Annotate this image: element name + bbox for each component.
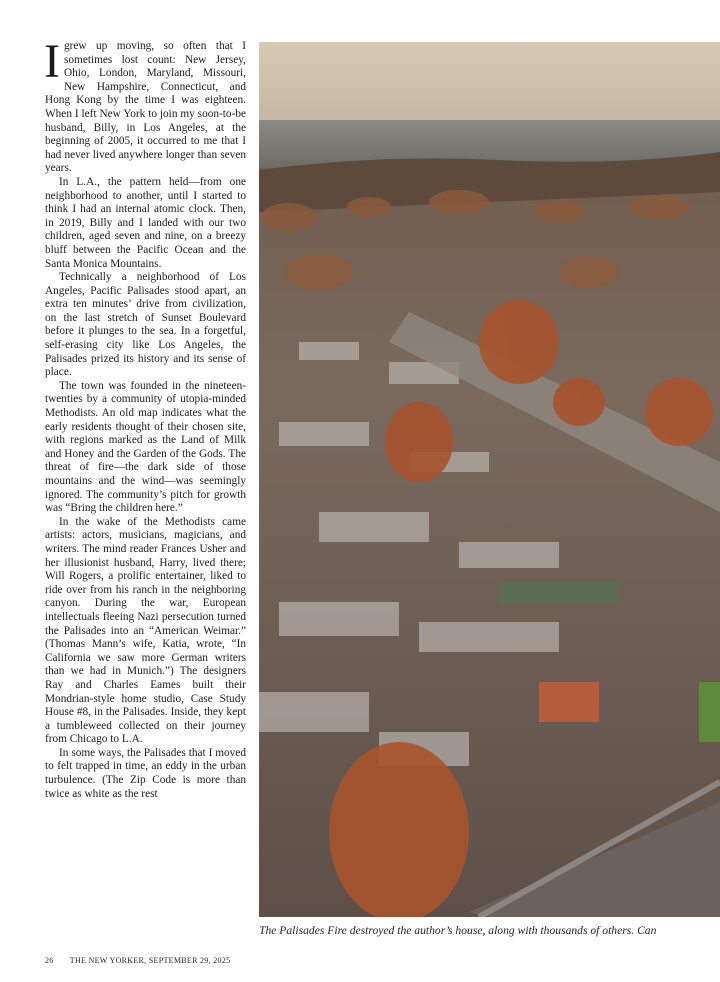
article-body (44, 35, 246, 801)
paragraph-text: grew up moving, so often that I sometimes lost count: New Jersey, Ohio, London, Maryland, Missouri, New Hampshire, Connecticut, and Hong Kong by the time I was eighteen. When I left New York to join my soon-to-be husband, Billy, in Los Angeles, at the beginning of 2005, it occurred to me that I had never lived anywhere longer than seven years. (45, 40, 246, 175)
aerial-photo-burned-neighborhood (259, 42, 720, 917)
publication-line: THE NEW YORKER, SEPTEMBER 29, 2025 (69, 956, 231, 965)
article-paragraph: In L.A., the pattern held—from one neighborhood to another, until I started to think I had an internal atomic clock. Then, in 2019, Billy and I landed with our two children, aged seven and nine, on a breezy bluff between the Pacific Ocean and the Santa Monica Mountains. (45, 175, 246, 270)
drop-cap: I (44, 35, 60, 88)
article-paragraph: Technically a neighborhood of Los Angeles, Pacific Palisades stood apart, an extra ten minutes’ drive from civilization, on the last stretch of Sunset Boulevard before it plunges to the sea. In a forgetful, self-erasing city like Los Angeles, the Palisades prized its history and its sense of place. (45, 271, 246, 379)
article-paragraph: In the wake of the Methodists came artists: actors, musicians, magicians, and writers. The mind reader Frances Usher and her illusionist husband, Harry, lived there; Will Rogers, a prolific entertainer, liked to ride over from his ranch in the neighboring canyon. During the war, European intellectuals fleeing Nazi persecution turned the Palisades into an “American Weimar.” (Thomas Mann’s wife, Katia, wrote, “In California we saw more German writers than we had in Munich.”) The designers Ray and Charles Eames built their Mondrian-style home studio, Case Study House #8, in the Palisades. Inside, they kept a tumbleweed collected on their journey from Chicago to L.A. (45, 515, 246, 746)
page-number: 26 (45, 956, 54, 965)
photo-caption: The Palisades Fire destroyed the author’s house, along with thousands of others. Can (259, 924, 657, 937)
page-footer (45, 956, 230, 965)
article-paragraph (44, 35, 246, 176)
article-paragraph: In some ways, the Palisades that I moved to felt trapped in time, an eddy in the urban turbulence. (The Zip Code is more than twice as white as the rest (45, 746, 246, 800)
article-paragraph: The town was founded in the nineteen-twenties by a community of utopia-minded Methodists. An old map indicates what the early residents thought of their chosen site, with regions marked as the Land of Milk and Honey and the Garden of the Gods. The threat of fire—the dark side of those mountains and the wind—was seemingly ignored. The community’s pitch for growth was “Bring the children here.” (45, 379, 246, 515)
